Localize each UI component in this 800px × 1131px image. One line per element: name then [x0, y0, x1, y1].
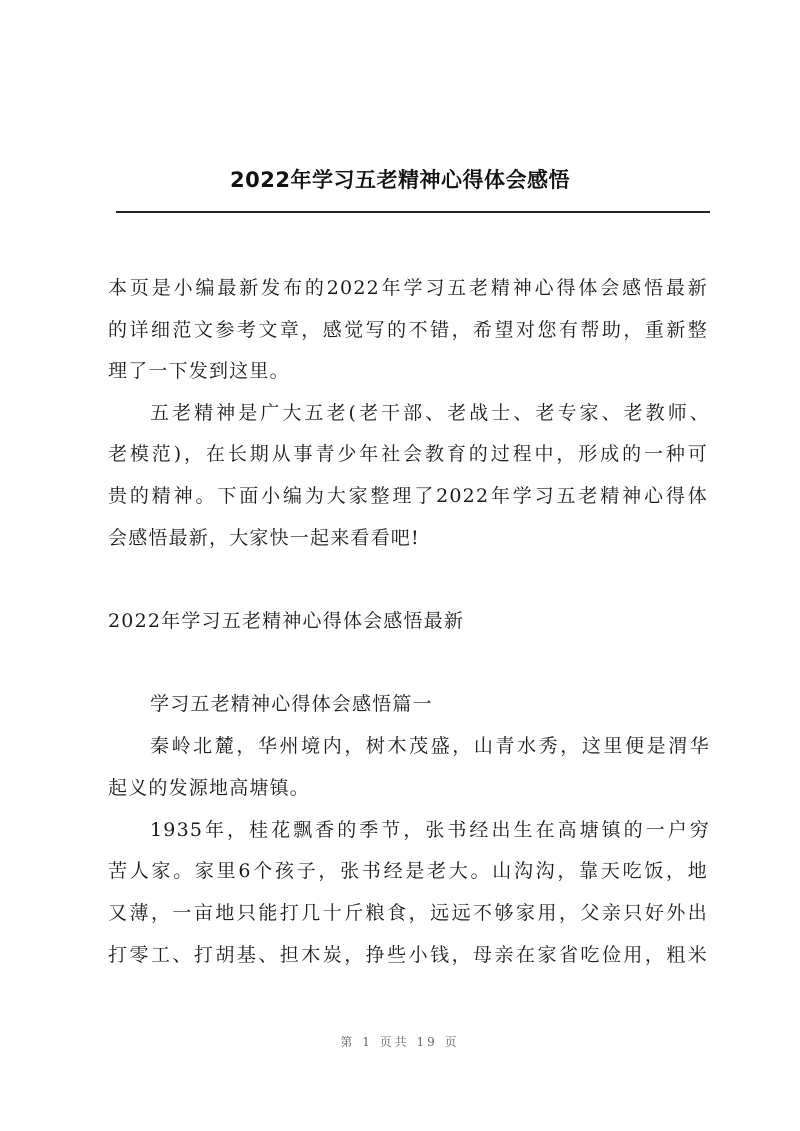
intro-line: 的详细范文参考文章，感觉写的不错，希望对您有帮助，重新整 [108, 319, 708, 341]
page-number: 第 1 页共 19 页 [340, 1035, 460, 1049]
paragraph-line: 秦岭北麓，华州境内，树木茂盛，山青水秀，这里便是渭华 [150, 735, 710, 757]
paragraph-line: 苦人家。家里6个孩子，张书经是老大。山沟沟，靠天吃饭，地 [108, 860, 708, 882]
section-heading: 2022年学习五老精神心得体会感悟最新 [108, 610, 465, 632]
paragraph-line: 又薄，一亩地只能打几十斤粮食，远远不够家用，父亲只好外出 [108, 902, 708, 924]
paragraph-line: 起义的发源地高塘镇。 [108, 777, 311, 799]
title-divider [116, 211, 710, 213]
paragraph-line: 1935年，桂花飘香的季节，张书经出生在高塘镇的一户穷 [150, 819, 710, 841]
paragraph-line: 五老精神是广大五老(老干部、老战士、老专家、老教师、 [150, 402, 710, 424]
subheading: 学习五老精神心得体会感悟篇一 [150, 693, 433, 715]
paragraph-line: 打零工、打胡基、担木炭，挣些小钱，母亲在家省吃俭用，粗米 [108, 944, 708, 966]
paragraph-line: 会感悟最新，大家快一起来看看吧! [108, 527, 420, 549]
paragraph-line: 老模范)，在长期从事青少年社会教育的过程中，形成的一种可 [108, 443, 708, 465]
document-title: 2022年学习五老精神心得体会感悟 [230, 168, 570, 192]
intro-line: 理了一下发到这里。 [108, 360, 290, 382]
intro-line: 本页是小编最新发布的2022年学习五老精神心得体会感悟最新 [108, 277, 708, 299]
paragraph-line: 贵的精神。下面小编为大家整理了2022年学习五老精神心得体 [108, 485, 708, 507]
